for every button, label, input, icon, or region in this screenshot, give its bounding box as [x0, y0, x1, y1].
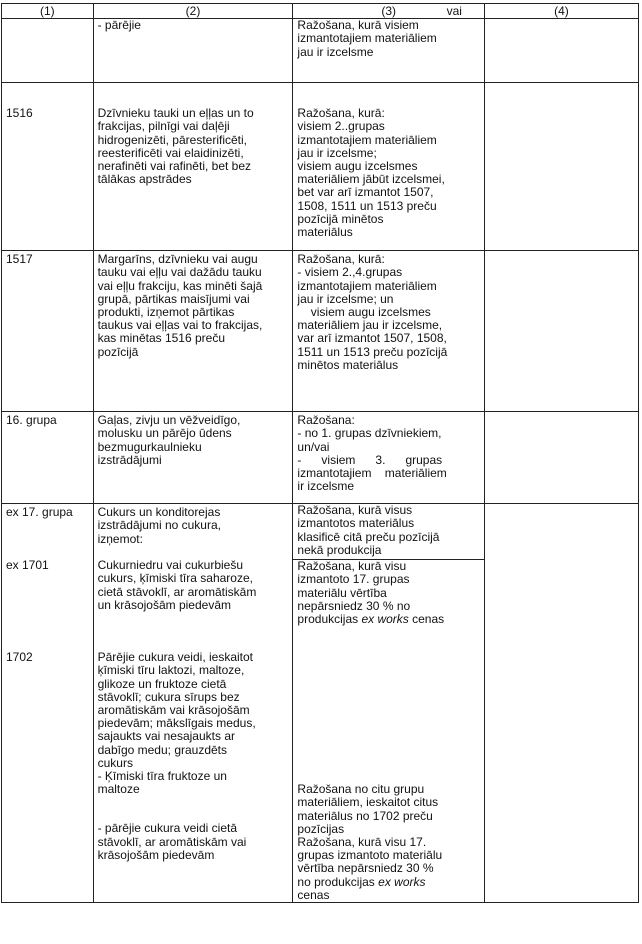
description-line: Gaļas, zivju un vēžveidīgo, [97, 413, 241, 428]
description-line: taukus vai eļļas vai to frakcijas, [97, 318, 263, 333]
rules-table [1, 3, 639, 903]
description-line: maltoze [97, 782, 140, 797]
description-line: Margarīns, dzīvnieku vai augu [97, 252, 258, 267]
description-line: - pārējie [97, 18, 141, 33]
rule-line: grupas izmantoto materiālu [297, 848, 443, 863]
heading-code-cell [2, 412, 94, 504]
rule-line: materiāliem jābūt izcelsmei, [297, 172, 445, 187]
description-line: cukurs, ķīmiski tīra saharoze, [97, 571, 253, 586]
description-line: nerafinēti vai rafinēti, bet bez [97, 159, 252, 174]
alternative-rule-cell [484, 19, 638, 83]
rule-line: cenas [297, 887, 330, 902]
rule-line: materiālus no 1702 preču [297, 808, 433, 823]
table-row [2, 504, 639, 903]
description-line: Cukurs un konditorejas [97, 505, 221, 520]
rule-line: materiāliem, ieskaitot citus [297, 795, 439, 810]
alternative-rule-cell [484, 412, 638, 504]
rule-line: 1508, 1511 un 1513 preču [297, 198, 437, 213]
rule-line: nekā produkcija [297, 542, 382, 557]
rule-line: materiālu vērtība [297, 585, 387, 600]
description-line: un krāsojošām piedevām [97, 597, 231, 612]
description-line: piedevām; mākslīgais medus, [97, 716, 256, 731]
rule-line: Ražošana, kurā: [297, 106, 385, 121]
rule-line: 1511 un 1513 preču pozīcijā [297, 344, 448, 359]
rule-line: izmantotajiem materiāliem [297, 278, 437, 293]
rule-line: Ražošana, kurā visiem [297, 18, 419, 33]
rule-line: visiem 2..grupas [297, 119, 385, 134]
rule-line: materiāliem jau ir izcelsme, [297, 318, 443, 333]
description-line: - Ķīmiski tīra fruktoze un [97, 769, 227, 784]
rule-line: - visiem 3. grupas [297, 452, 443, 467]
rule-line: un/vai [297, 439, 330, 454]
header-col3-label: (3) [381, 4, 397, 18]
heading-code: 16. grupa [6, 413, 57, 428]
rule-line: visiem augu izcelsmes [297, 305, 431, 320]
heading-code: ex 1701 [6, 558, 49, 573]
description-cell [93, 412, 293, 504]
header-col1: (1) [2, 4, 94, 19]
heading-code: 1516 [6, 106, 33, 121]
rule-line: nepārsniedz 30 % no [297, 598, 411, 613]
rule-cell [293, 19, 485, 83]
description-line: cietā stāvoklī, ar aromātiskām [97, 584, 257, 599]
description-line: pozīcijā [97, 344, 139, 359]
description-line: stāvoklī; cukura sīrups bez [97, 689, 240, 704]
rule-line: produkcijas ex works cenas [297, 612, 445, 627]
heading-code: 1517 [6, 252, 33, 267]
description-line: frakcijas, pilnīgi vai daļēji [97, 119, 230, 134]
ex-works-term: ex works [378, 874, 426, 889]
description-line: stāvoklī, ar aromātiskām vai [97, 834, 247, 849]
description-cell [93, 504, 293, 903]
rule-line: minētos materiālus [297, 357, 399, 372]
description-line: izņemot: [97, 531, 143, 546]
description-line: molusku un pārējo ūdens [97, 426, 232, 441]
header-col2: (2) [93, 4, 293, 19]
description-line: tauku vai eļļu vai dažādu tauku [97, 265, 262, 280]
rule-line: Ražošana, kurā visus [297, 503, 413, 518]
description-line: dabīgo medu; grauzdēts [97, 742, 228, 757]
header-col4: (4) [484, 4, 638, 19]
description-line: glikoze un fruktoze cietā [97, 676, 227, 691]
rule-line: - no 1. grupas dzīvniekiem, [297, 426, 442, 441]
description-line: kas minētas 1516 preču [97, 331, 225, 346]
rule-cell [293, 251, 485, 412]
description-line: cukurs [97, 755, 133, 770]
heading-code-cell [2, 251, 94, 412]
heading-code-cell [2, 83, 94, 251]
rule-line: izmantotajiem materiāliem [297, 31, 437, 46]
rule-line: jau ir izcelsme; un [297, 291, 394, 306]
rule-line: var arī izmantot 1507, 1508, [297, 331, 447, 346]
rule-line: ir izcelsme [297, 479, 355, 494]
heading-code: ex 17. grupa [6, 505, 73, 520]
rule-cell [293, 83, 485, 251]
alternative-rule-cell [484, 83, 638, 251]
table-row [2, 83, 639, 251]
header-vai-label: vai [446, 4, 462, 18]
description-line: aromātiskām vai krāsojošām [97, 703, 250, 718]
description-cell [93, 19, 293, 83]
rule-line: no produkcijas ex works [297, 874, 426, 889]
rule-line: izmantotajiem materiāliem [297, 132, 437, 147]
rule-line: izmantoto 17. grupas [297, 572, 410, 587]
description-line: bezmugurkaulnieku [97, 439, 202, 454]
header-col3 [293, 4, 485, 19]
description-cell [93, 83, 293, 251]
rule-line: jau ir izcelsme; [297, 145, 377, 160]
alternative-rule-cell [484, 504, 638, 903]
description-line: ķīmiski tīru laktozi, maltoze, [97, 663, 245, 678]
description-line: hidrogenizēti, pāresterificēti, [97, 132, 248, 147]
description-line: sajaukts vai nesajaukts ar [97, 729, 235, 744]
table-row [2, 19, 639, 83]
heading-code: 1702 [6, 650, 33, 665]
rule-line: Ražošana: [297, 413, 355, 428]
rule-line: vērtība nepārsniedz 30 % [297, 861, 434, 876]
rule-line: - visiem 2.,4.grupas [297, 265, 403, 280]
rule-line: pozīcijā minētos [297, 211, 384, 226]
description-cell [93, 251, 293, 412]
rule-line: klasificē citā preču pozīcijā [297, 529, 440, 544]
rule-line: izmantotajiem materiāliem [297, 466, 447, 481]
heading-code-cell [2, 504, 94, 903]
description-line: reesterificēti vai elaidinizēti, [97, 145, 244, 160]
table-row [2, 412, 639, 504]
rule-line: Ražošana, kurā visu [297, 559, 407, 574]
description-line: krāsojošām piedevām [97, 847, 215, 862]
rule-cell [293, 412, 485, 504]
heading-code-cell [2, 19, 94, 83]
rule-line: Ražošana, kurā: [297, 252, 385, 267]
rule-cell [293, 504, 485, 903]
description-line [98, 796, 289, 809]
description-line: tālākas apstrādes [97, 172, 192, 187]
rule-line: bet var arī izmantot 1507, [297, 185, 434, 200]
description-line: vai eļļu frakciju, kas minēti šajā [97, 278, 263, 293]
description-line: Dzīvnieku tauki un eļļas un to [97, 106, 254, 121]
description-line: Cukurniedru vai cukurbiešu [97, 558, 243, 573]
description-line: Pārējie cukura veidi, ieskaitot [97, 650, 254, 665]
alternative-rule-cell [484, 251, 638, 412]
table-row [2, 251, 639, 412]
rule-line: materiālus [297, 225, 353, 240]
ex-works-term: ex works [361, 612, 409, 627]
rule-line: jau ir izcelsme [297, 44, 374, 59]
description-line: izstrādājumi [97, 452, 162, 467]
rule-line: pozīcijas [297, 821, 345, 836]
description-line: - pārējie cukura veidi cietā [97, 821, 237, 836]
header-row [2, 4, 639, 19]
rule-line: visiem augu izcelsmes [297, 159, 418, 174]
description-line: grupā, pārtikas maisījumi vai [97, 291, 250, 306]
rule-line: Ražošana no citu grupu [297, 782, 425, 797]
rule-line: izmantotos materiālus [297, 516, 415, 531]
rule-line: Ražošana, kurā visu 17. [297, 835, 427, 850]
description-line: izstrādājumi no cukura, [97, 518, 221, 533]
description-line: produkti, izņemot pārtikas [97, 305, 235, 320]
